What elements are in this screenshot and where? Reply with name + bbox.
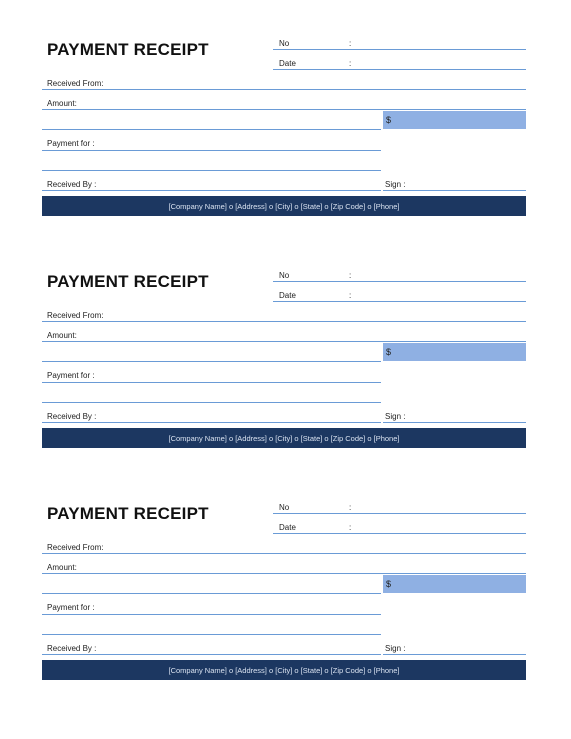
payment-for-field[interactable] — [42, 382, 381, 383]
sign-label: Sign : — [385, 644, 406, 653]
date-colon: : — [349, 59, 352, 68]
no-field[interactable] — [273, 513, 526, 514]
received-from-label: Received From: — [47, 79, 104, 88]
currency-symbol: $ — [386, 347, 392, 357]
received-by-label: Received By : — [47, 644, 97, 653]
amount-label: Amount: — [47, 331, 77, 340]
amount-total-box[interactable] — [383, 343, 526, 361]
received-from-field[interactable] — [42, 321, 526, 322]
sign-label: Sign : — [385, 412, 406, 421]
date-colon: : — [349, 291, 352, 300]
date-field[interactable] — [273, 533, 526, 534]
date-field[interactable] — [273, 69, 526, 70]
sign-field[interactable] — [383, 190, 526, 191]
amount-underline — [42, 593, 381, 594]
received-from-label: Received From: — [47, 543, 104, 552]
amount-label: Amount: — [47, 563, 77, 572]
sign-label: Sign : — [385, 180, 406, 189]
payment-for-label: Payment for : — [47, 371, 95, 380]
sign-field[interactable] — [383, 422, 526, 423]
received-by-field[interactable] — [42, 654, 381, 655]
payment-for-field[interactable] — [42, 150, 381, 151]
amount-field[interactable] — [42, 341, 526, 342]
amount-label: Amount: — [47, 99, 77, 108]
no-label: No — [279, 39, 290, 48]
date-colon: : — [349, 523, 352, 532]
payment-for-field-2[interactable] — [42, 634, 381, 635]
date-label: Date — [279, 59, 296, 68]
amount-total-box[interactable] — [383, 575, 526, 593]
received-from-field[interactable] — [42, 89, 526, 90]
receipt-title: PAYMENT RECEIPT — [47, 504, 209, 523]
date-field[interactable] — [273, 301, 526, 302]
receipt-3 — [0, 504, 571, 704]
amount-total-box[interactable] — [383, 111, 526, 129]
receipt-title: PAYMENT RECEIPT — [47, 40, 209, 59]
no-label: No — [279, 271, 290, 280]
currency-symbol: $ — [386, 115, 392, 125]
company-footer: [Company Name] o [Address] o [City] o [State] o [Zip Code] o [Phone] — [42, 196, 526, 216]
receipt-1 — [0, 40, 571, 240]
company-footer: [Company Name] o [Address] o [City] o [State] o [Zip Code] o [Phone] — [42, 428, 526, 448]
sign-field[interactable] — [383, 654, 526, 655]
amount-underline — [42, 129, 381, 130]
date-label: Date — [279, 291, 296, 300]
receipt-title: PAYMENT RECEIPT — [47, 272, 209, 291]
amount-underline — [42, 361, 381, 362]
currency-symbol: $ — [386, 579, 392, 589]
receipt-2 — [0, 272, 571, 472]
payment-for-label: Payment for : — [47, 139, 95, 148]
payment-for-field[interactable] — [42, 614, 381, 615]
no-label: No — [279, 503, 290, 512]
received-from-label: Received From: — [47, 311, 104, 320]
no-colon: : — [349, 503, 352, 512]
company-footer: [Company Name] o [Address] o [City] o [State] o [Zip Code] o [Phone] — [42, 660, 526, 680]
received-from-field[interactable] — [42, 553, 526, 554]
received-by-label: Received By : — [47, 180, 97, 189]
amount-field[interactable] — [42, 109, 526, 110]
date-label: Date — [279, 523, 296, 532]
amount-field[interactable] — [42, 573, 526, 574]
no-colon: : — [349, 39, 352, 48]
payment-for-field-2[interactable] — [42, 170, 381, 171]
received-by-field[interactable] — [42, 190, 381, 191]
no-field[interactable] — [273, 281, 526, 282]
no-colon: : — [349, 271, 352, 280]
payment-for-field-2[interactable] — [42, 402, 381, 403]
received-by-field[interactable] — [42, 422, 381, 423]
no-field[interactable] — [273, 49, 526, 50]
received-by-label: Received By : — [47, 412, 97, 421]
payment-for-label: Payment for : — [47, 603, 95, 612]
